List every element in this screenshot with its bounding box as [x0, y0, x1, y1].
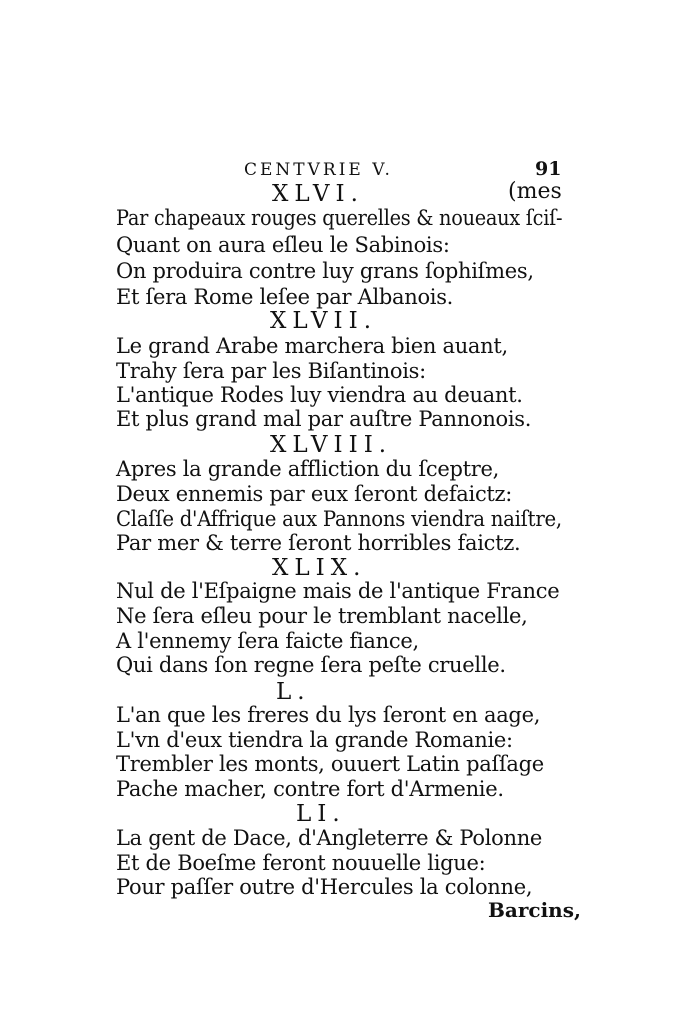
page-number: 91	[535, 158, 562, 180]
catchword: Barcins,	[488, 898, 581, 922]
verse-line: Qui dans ſon regne ſera peſte cruelle.	[116, 653, 506, 677]
verse-line: Pache macher, contre fort d'Armenie.	[116, 777, 504, 801]
quatrain-number: XLVII.	[270, 308, 378, 334]
verse-line: Trahy ſera par les Biſantinois:	[116, 359, 426, 383]
verse-line: La gent de Dace, d'Angleterre & Polonne	[116, 826, 543, 850]
verse-line: Et de Boeſme feront nouuelle ligue:	[116, 851, 486, 875]
verse-line: A l'ennemy ſera faicte fiance,	[116, 629, 419, 653]
verse-line: Trembler les monts, ouuert Latin paſſage	[116, 752, 544, 776]
verse-line: Deux ennemis par eux ſeront defaictz:	[116, 482, 513, 506]
verse-line: Claſſe d'Affrique aux Pannons viendra naiſtre,	[116, 507, 562, 531]
verse-line: Et plus grand mal par auſtre Pannonois.	[116, 407, 532, 431]
verse-line: Le grand Arabe marchera bien auant,	[116, 334, 508, 358]
quatrain-number: XLVI.	[272, 181, 364, 207]
quatrain-number: XLIX.	[272, 555, 367, 581]
verse-line: Nul de l'Eſpaigne mais de l'antique France	[116, 579, 560, 603]
verse-line: L'vn d'eux tiendra la grande Romanie:	[116, 728, 513, 752]
verse-line: Ne ſera eſleu pour le tremblant nacelle,	[116, 604, 528, 628]
quatrain-number: LI.	[296, 801, 346, 827]
verse-line: Apres la grande affliction du ſceptre,	[116, 457, 499, 481]
quatrain-number: XLVIII.	[270, 432, 393, 458]
running-title: CENTVRIE V.	[244, 160, 393, 180]
verse-line: Et ſera Rome leſee par Albanois.	[116, 285, 454, 309]
verse-line: Par chapeaux rouges querelles & noueaux ſciſ-	[116, 206, 563, 230]
verse-line: On produira contre luy grans ſophiſmes,	[116, 259, 534, 283]
verse-line: L'antique Rodes luy viendra au deuant.	[116, 383, 523, 407]
verse-line: Par mer & terre ſeront horribles faictz.	[116, 531, 521, 555]
verse-line: Quant on aura eſleu le Sabinois:	[116, 233, 450, 257]
quatrain-number: L.	[276, 679, 311, 705]
line-overflow: (mes	[508, 179, 562, 204]
verse-line: L'an que les freres du lys ſeront en aage,	[116, 703, 541, 727]
verse-line: Pour paſſer outre d'Hercules la colonne,	[116, 875, 533, 899]
